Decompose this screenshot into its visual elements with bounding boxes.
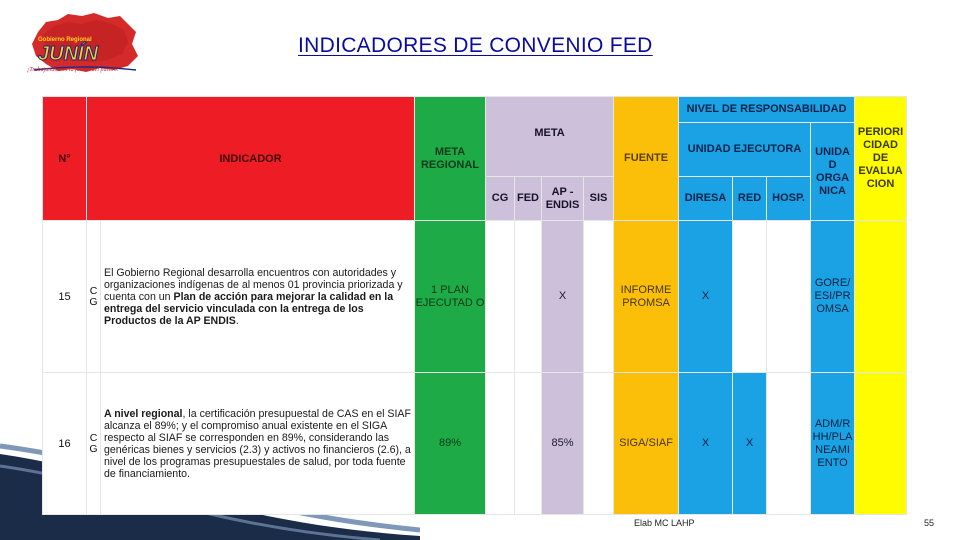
- row-meta-regional: 89%: [415, 373, 486, 515]
- indicador-bold-text: A nivel regional: [104, 407, 183, 420]
- row-red: [733, 221, 767, 373]
- row-cg: [486, 373, 515, 515]
- header-no: N°: [43, 97, 87, 221]
- header-periodicidad: PERIORI CIDAD DE EVALUA CION: [855, 97, 907, 221]
- header-fuente: FUENTE: [614, 97, 679, 221]
- page-title: INDICADORES DE CONVENIO FED: [298, 34, 653, 57]
- header-fed: FED: [515, 177, 542, 221]
- table-row: [43, 221, 907, 373]
- header-meta-regional: META REGIONAL: [415, 97, 486, 221]
- row-tipo: C G: [87, 373, 101, 515]
- logo-top-text: Gobierno Regional: [38, 37, 92, 43]
- page-number: 55: [924, 518, 935, 528]
- row-unidad-organica: ADM/R HH/PLA NEAMI ENTO: [811, 373, 855, 515]
- row-meta-regional: 1 PLAN EJECUTAD O: [415, 221, 486, 373]
- row-ap-endis: X: [542, 221, 584, 373]
- row-periodicidad: [855, 221, 907, 373]
- header-meta: META: [486, 97, 614, 177]
- row-ap-endis: 85%: [542, 373, 584, 515]
- indicador-text: , la certificación presupuestal de CAS en el SIAF alcanza el 89%; y el compromiso anual existente en el SIGA respecto al SIAF se corresponden en 89%, considerando las genéricas bienes y servicios (2.3) y activos no financieros (2.6), a nivel de los programas presupuestales de salud, por toda fuente de financiamiento.: [104, 407, 411, 480]
- row-fuente: INFORME PROMSA: [614, 221, 679, 373]
- header-ap-endis: AP - ENDIS: [542, 177, 584, 221]
- row-fuente: SIGA/SIAF: [614, 373, 679, 515]
- header-sis: SIS: [584, 177, 614, 221]
- row-number: 16: [43, 373, 87, 515]
- row-cg: [486, 221, 515, 373]
- row-tipo: C G: [87, 221, 101, 373]
- row-diresa: X: [679, 373, 733, 515]
- header-red: RED: [733, 177, 767, 221]
- table-row: [43, 373, 907, 515]
- header-hosp: HOSP.: [767, 177, 811, 221]
- row-fed: [515, 373, 542, 515]
- indicadores-table: [42, 96, 907, 515]
- logo-tagline: ¡Trabajando con la fuerza del pueblo!: [27, 67, 119, 73]
- header-unidad-ejecutora: UNIDAD EJECUTORA: [679, 123, 811, 177]
- header-diresa: DIRESA: [679, 177, 733, 221]
- row-sis: [584, 373, 614, 515]
- row-number: 15: [43, 221, 87, 373]
- header-indicador: INDICADOR: [87, 97, 415, 221]
- indicador-bold-text: Plan de acción para mejorar la calidad en la entrega del servicio vinculada con la entrega de los Productos de la AP ENDIS: [104, 290, 394, 327]
- header-unidad-organica: UNIDA D ORGA NICA: [811, 123, 855, 221]
- row-indicador: [101, 221, 415, 373]
- row-fed: [515, 221, 542, 373]
- header-nivel-responsabilidad: NIVEL DE RESPONSABILIDAD: [679, 97, 855, 123]
- row-hosp: [767, 221, 811, 373]
- header-cg: CG: [486, 177, 515, 221]
- row-red: X: [733, 373, 767, 515]
- row-periodicidad: [855, 373, 907, 515]
- footer-elaboration: Elab MC LAHP: [634, 518, 695, 528]
- row-diresa: X: [679, 221, 733, 373]
- logo-wordmark: JUNÍN: [38, 43, 99, 65]
- row-hosp: [767, 373, 811, 515]
- row-indicador: [101, 373, 415, 515]
- row-unidad-organica: GORE/ ESI/PR OMSA: [811, 221, 855, 373]
- indicador-end-text: .: [235, 314, 239, 327]
- row-sis: [584, 221, 614, 373]
- indicador-text: El Gobierno Regional desarrolla encuentros con autoridades y organizaciones indígenas de al menos 01 provincia priorizada y cuenta con un: [104, 266, 403, 303]
